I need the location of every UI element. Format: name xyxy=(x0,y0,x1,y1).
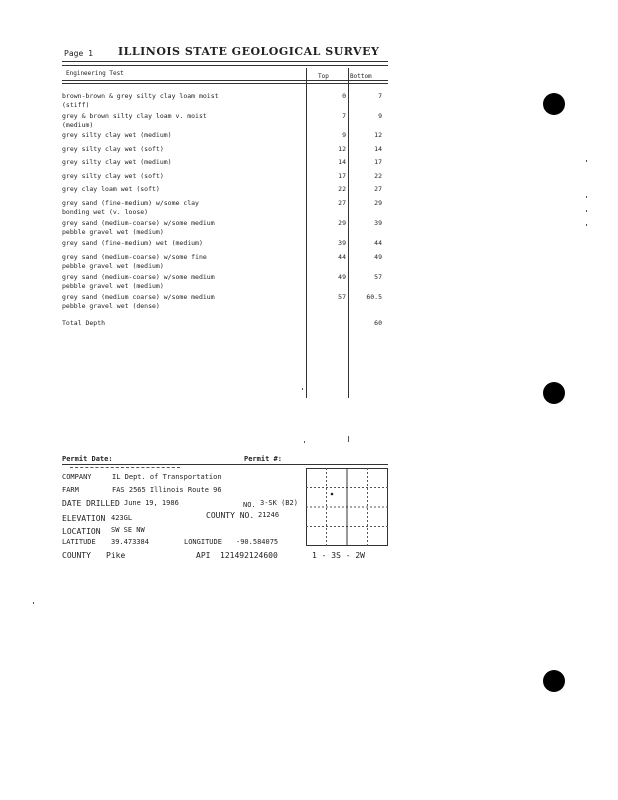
api-value: 121492124600 xyxy=(220,551,278,560)
page-title: ILLINOIS STATE GEOLOGICAL SURVEY xyxy=(118,45,380,58)
row-top-depth: 9 xyxy=(342,131,346,139)
row-top-depth: 49 xyxy=(338,273,346,281)
company-label: COMPANY xyxy=(62,473,92,481)
header-rule-top xyxy=(62,61,388,62)
scan-speck xyxy=(586,210,587,212)
row-description: pebble gravel wet (medium) xyxy=(62,228,164,236)
row-description: grey silty clay wet (medium) xyxy=(62,131,172,139)
row-description: grey sand (medium-coarse) w/some fine xyxy=(62,253,207,261)
well-no-value: 3-SK (B2) xyxy=(260,499,298,507)
row-description: brown-brown & grey silty clay loam moist xyxy=(62,92,219,100)
total-depth-value: 60 xyxy=(374,319,382,327)
row-description: pebble gravel wet (medium) xyxy=(62,262,164,270)
row-description: grey sand (fine-medium) w/some clay xyxy=(62,199,199,207)
col-bottom-header: Bottom xyxy=(350,73,372,80)
row-bottom-depth: 39 xyxy=(374,219,382,227)
row-description: grey & brown silty clay loam v. moist xyxy=(62,112,207,120)
row-top-depth: 17 xyxy=(338,172,346,180)
table-header-rule xyxy=(62,80,388,81)
well-no-label: NO. xyxy=(243,501,256,509)
permit-rule xyxy=(62,464,388,465)
longitude-value: -90.584075 xyxy=(236,538,279,546)
row-bottom-depth: 7 xyxy=(378,92,382,100)
county-no-value: 21246 xyxy=(258,511,280,519)
row-description: grey silty clay wet (soft) xyxy=(62,145,164,153)
row-bottom-depth: 9 xyxy=(378,112,382,120)
permit-number-label: Permit #: xyxy=(244,455,282,463)
row-top-depth: 44 xyxy=(338,253,346,261)
row-bottom-depth: 14 xyxy=(374,145,382,153)
location-value: SW SE NW xyxy=(111,526,145,534)
row-bottom-depth: 22 xyxy=(374,172,382,180)
binder-hole-top xyxy=(543,93,565,115)
row-top-depth: 14 xyxy=(338,158,346,166)
row-bottom-depth: 12 xyxy=(374,131,382,139)
scan-speck xyxy=(348,436,349,442)
row-description: grey sand (fine-medium) wet (medium) xyxy=(62,239,203,247)
row-top-depth: 0 xyxy=(342,92,346,100)
row-bottom-depth: 29 xyxy=(374,199,382,207)
scan-speck xyxy=(586,196,587,198)
col-divider-left xyxy=(306,68,307,398)
row-top-depth: 39 xyxy=(338,239,346,247)
row-description: grey silty clay wet (soft) xyxy=(62,172,164,180)
scan-speck xyxy=(304,441,305,443)
row-description: grey sand (medium-coarse) w/some medium xyxy=(62,219,215,227)
row-top-depth: 7 xyxy=(342,112,346,120)
row-description: grey clay loam wet (soft) xyxy=(62,185,160,193)
scan-speck xyxy=(302,388,303,390)
row-bottom-depth: 60.5 xyxy=(366,293,382,301)
binder-hole-bottom xyxy=(543,670,565,692)
elevation-label: ELEVATION xyxy=(62,514,106,523)
permit-rule-dashed xyxy=(70,467,180,468)
binder-hole-middle xyxy=(543,382,565,404)
api-label: API xyxy=(196,551,211,560)
company-value: IL Dept. of Transportation xyxy=(112,473,222,481)
elevation-value: 423GL xyxy=(111,514,133,522)
row-description: grey sand (medium coarse) w/some medium xyxy=(62,293,215,301)
row-bottom-depth: 27 xyxy=(374,185,382,193)
table-header-rule-2 xyxy=(62,83,388,84)
latitude-value: 39.473384 xyxy=(111,538,149,546)
row-top-depth: 29 xyxy=(338,219,346,227)
row-description: pebble gravel wet (medium) xyxy=(62,282,164,290)
row-description: (medium) xyxy=(62,121,94,129)
section-grid xyxy=(306,468,388,546)
location-label: LOCATION xyxy=(62,527,101,536)
longitude-label: LONGITUDE xyxy=(184,538,222,546)
latitude-label: LATITUDE xyxy=(62,538,96,546)
township-range-value: 1 - 3S - 2W xyxy=(312,551,365,560)
col-top-header: Top xyxy=(318,73,329,80)
row-bottom-depth: 57 xyxy=(374,273,382,281)
county-no-label: COUNTY NO. xyxy=(206,511,255,520)
row-top-depth: 57 xyxy=(338,293,346,301)
county-label: COUNTY xyxy=(62,551,91,560)
col-description-header: Engineering Test xyxy=(66,70,124,77)
well-location-dot xyxy=(331,493,334,496)
row-top-depth: 27 xyxy=(338,199,346,207)
scan-speck xyxy=(33,602,34,604)
scan-speck xyxy=(586,224,587,226)
row-description: pebble gravel wet (dense) xyxy=(62,302,160,310)
row-description: (stiff) xyxy=(62,101,90,109)
col-divider-right xyxy=(348,68,349,398)
total-depth-label: Total Depth xyxy=(62,319,106,327)
row-top-depth: 22 xyxy=(338,185,346,193)
row-bottom-depth: 17 xyxy=(374,158,382,166)
date-drilled-value: June 19, 1986 xyxy=(124,499,179,507)
row-bottom-depth: 44 xyxy=(374,239,382,247)
row-top-depth: 12 xyxy=(338,145,346,153)
row-description: grey sand (medium-coarse) w/some medium xyxy=(62,273,215,281)
page-label: Page 1 xyxy=(64,49,93,58)
row-bottom-depth: 49 xyxy=(374,253,382,261)
date-drilled-label: DATE DRILLED xyxy=(62,499,120,508)
scan-speck xyxy=(586,160,587,162)
row-description: bonding wet (v. loose) xyxy=(62,208,149,216)
county-value: Pike xyxy=(106,551,126,560)
permit-date-label: Permit Date: xyxy=(62,455,113,463)
row-description: grey silty clay wet (medium) xyxy=(62,158,172,166)
header-rule-bottom xyxy=(62,65,388,66)
farm-label: FARM xyxy=(62,486,79,494)
farm-value: FAS 2565 Illinois Route 96 xyxy=(112,486,222,494)
